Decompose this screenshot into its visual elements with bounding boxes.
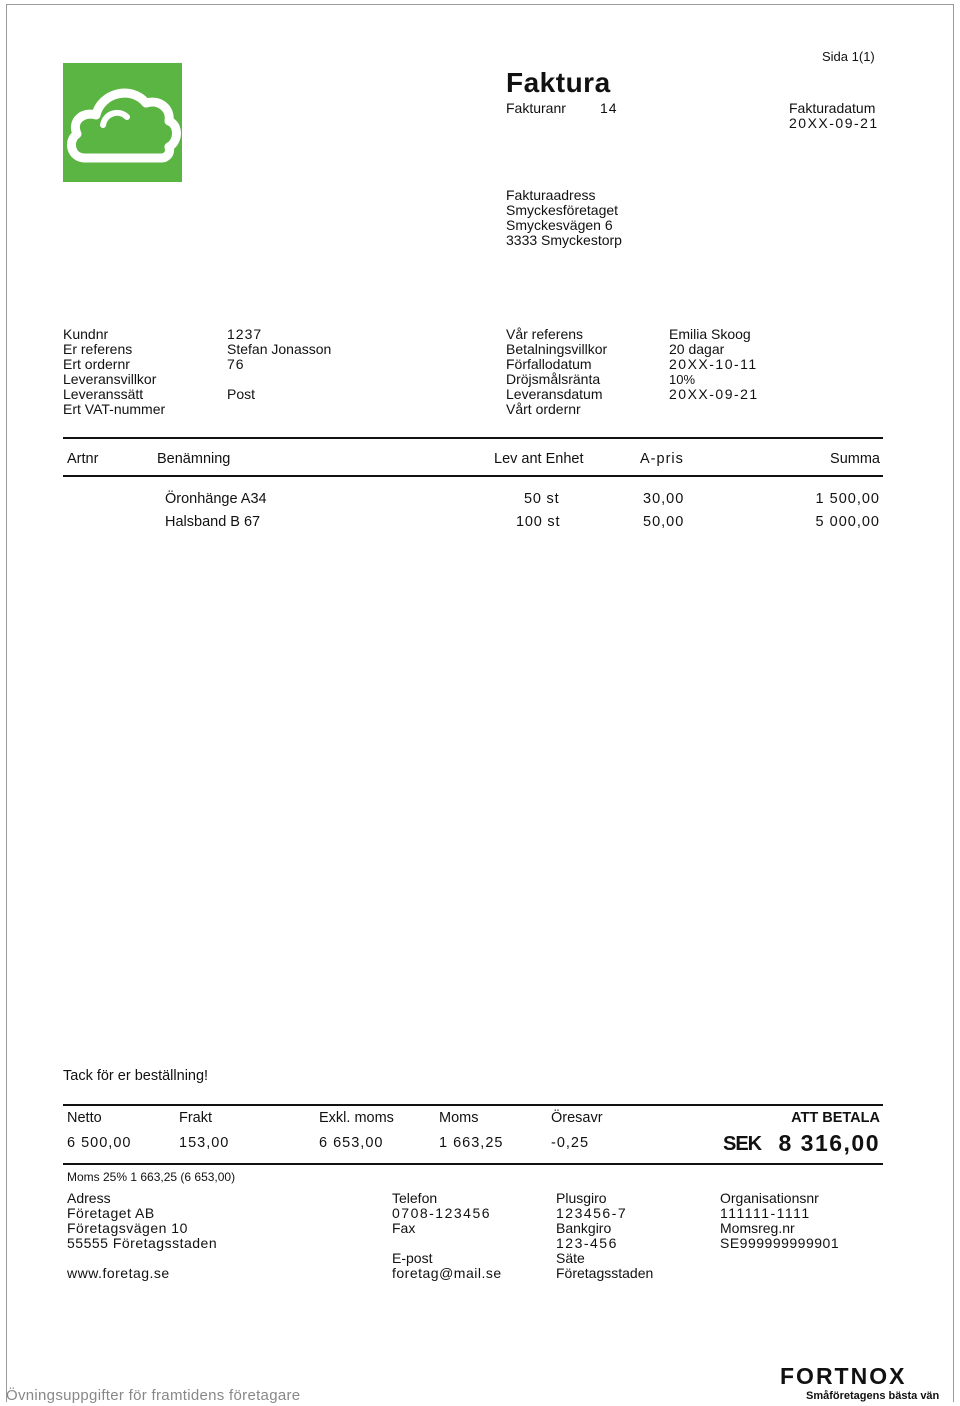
company-logo [63,63,182,182]
item-quantity: 100 st [516,514,561,530]
totals-value-freight: 153,00 [179,1135,230,1151]
totals-label-to-pay: ATT BETALA [791,1110,880,1126]
totals-value-netto: 6 500,00 [67,1135,132,1151]
totals-label-rounding: Öresavr [551,1110,603,1126]
address-line: Smyckesvägen 6 [506,217,613,233]
page-number: Sida 1(1) [822,49,875,64]
company-contact-line: E-post [392,1250,433,1266]
company-registration-line: Momsreg.nr [720,1220,795,1236]
company-payment-line: Plusgiro [556,1190,607,1206]
info-label-delivery-method: Leveranssätt [63,386,144,402]
totals-top-rule [63,1104,883,1106]
company-payment-line: Företagsstaden [556,1265,654,1281]
company-payment-line: Bankgiro [556,1220,612,1236]
totals-value-rounding: -0,25 [551,1135,590,1151]
info-value-your-order: 76 [227,356,245,372]
company-website: www.foretag.se [67,1265,170,1281]
company-payment-line: 123-456 [556,1235,618,1251]
info-label-your-order: Ert ordernr [63,356,130,372]
table-top-rule [63,437,883,439]
info-label-payment-terms: Betalningsvillkor [506,341,608,357]
company-address-line: Företagsvägen 10 [67,1220,188,1236]
item-unit-price: 30,00 [643,491,685,507]
currency-label: SEK [723,1133,762,1155]
item-quantity: 50 st [524,491,560,507]
fortnox-logo: FORTNOX [780,1363,907,1389]
info-value-delivery-method: Post [227,386,256,402]
info-value-late-interest: 10% [669,372,696,387]
info-label-delivery-date: Leveransdatum [506,386,603,402]
item-sum: 1 500,00 [815,491,880,507]
info-label-vat-number: Ert VAT-nummer [63,401,166,417]
info-value-delivery-date: 20XX-09-21 [669,386,759,402]
vat-note: Moms 25% 1 663,25 (6 653,00) [67,1170,236,1184]
company-contact-line: Telefon [392,1190,438,1206]
cloud-icon [63,63,182,182]
info-value-due-date: 20XX-10-11 [669,356,758,372]
column-header-unit-price: A-pris [640,451,684,467]
fortnox-tagline: Småföretagens bästa vän [806,1390,940,1402]
address-heading: Fakturaadress [506,187,596,203]
item-unit-price: 50,00 [643,514,685,530]
invoice-date-label: Fakturadatum [789,100,876,116]
totals-label-excl-vat: Exkl. moms [319,1110,394,1126]
info-label-customer-number: Kundnr [63,326,109,342]
totals-bottom-rule [63,1163,883,1165]
info-value-our-reference: Emilia Skoog [669,326,751,342]
invoice-number-value: 14 [600,100,618,116]
invoice-number-label: Fakturanr [506,100,566,116]
table-header-rule [63,475,883,477]
company-payment-line: Säte [556,1250,585,1266]
thanks-message: Tack för er beställning! [63,1068,209,1084]
company-address-line: 55555 Företagsstaden [67,1235,218,1251]
info-value-your-reference: Stefan Jonasson [227,341,332,357]
company-payment-line: 123456-7 [556,1205,628,1221]
footer-caption: Övningsuppgifter för framtidens företagare [6,1387,301,1404]
info-label-our-reference: Vår referens [506,326,584,342]
column-header-sum: Summa [830,451,880,467]
item-name: Halsband B 67 [165,514,261,530]
info-label-delivery-terms: Leveransvillkor [63,371,157,387]
totals-value-excl-vat: 6 653,00 [319,1135,384,1151]
totals-label-vat: Moms [439,1110,479,1126]
item-name: Öronhänge A34 [165,491,267,507]
total-amount: 8 316,00 [778,1130,880,1156]
totals-label-freight: Frakt [179,1110,213,1126]
info-label-due-date: Förfallodatum [506,356,592,372]
company-registration-line: 111111-1111 [720,1205,811,1221]
address-line: 3333 Smyckestorp [506,232,622,248]
info-label-our-order: Vårt ordernr [506,401,581,417]
company-contact-line: Fax [392,1220,416,1236]
column-header-artnr: Artnr [67,451,99,467]
totals-label-netto: Netto [67,1110,102,1126]
column-header-description: Benämning [157,451,231,467]
column-header-quantity: Lev ant Enhet [494,451,584,467]
info-value-customer-number: 1237 [227,326,263,342]
address-line: Smyckesföretaget [506,202,619,218]
company-address-line: Adress [67,1190,111,1206]
totals-value-vat: 1 663,25 [439,1135,504,1151]
page-title: Faktura [506,67,611,98]
invoice-date-value: 20XX-09-21 [789,115,879,131]
company-contact-line: 0708-123456 [392,1205,492,1221]
company-registration-line: Organisationsnr [720,1190,819,1206]
item-sum: 5 000,00 [815,514,880,530]
info-label-your-reference: Er referens [63,341,133,357]
info-value-payment-terms: 20 dagar [669,341,725,357]
company-email: foretag@mail.se [392,1265,502,1281]
info-label-late-interest: Dröjsmålsränta [506,371,601,387]
company-address-line: Företaget AB [67,1205,155,1221]
company-registration-line: SE999999999901 [720,1235,840,1251]
